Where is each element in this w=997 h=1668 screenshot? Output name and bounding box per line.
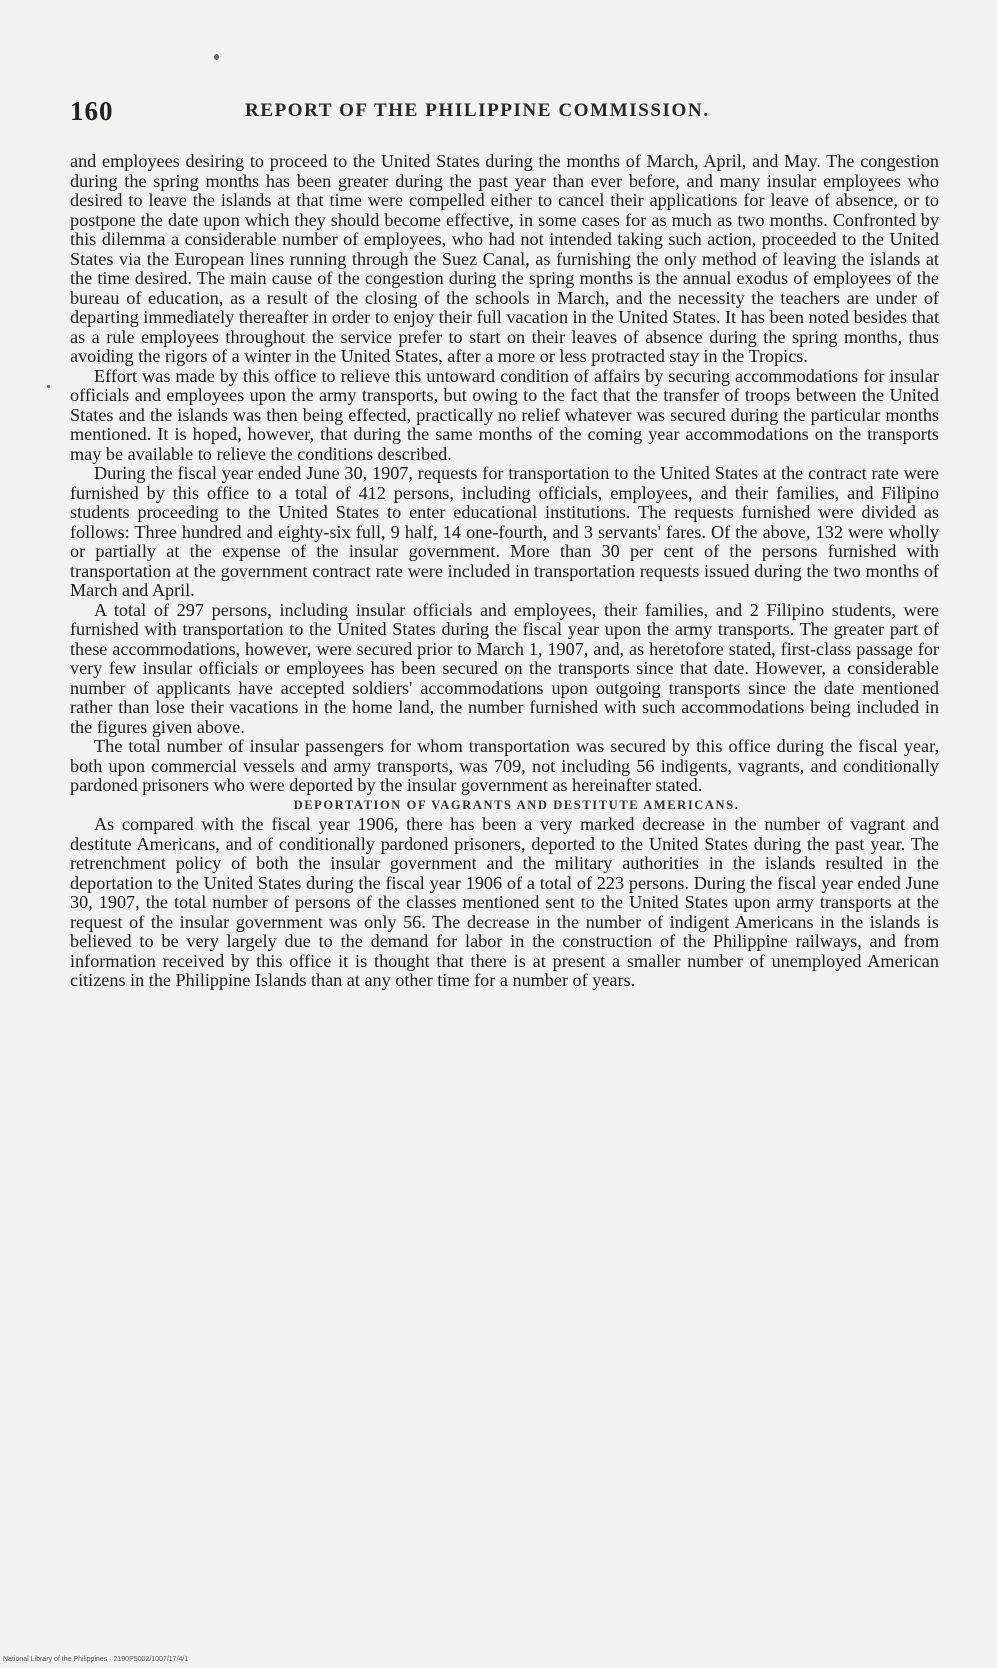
paper-speck — [47, 385, 50, 388]
page-header — [70, 96, 930, 128]
running-head: REPORT OF THE PHILIPPINE COMMISSION. — [245, 100, 710, 121]
paragraph: and employees desiring to proceed to the United States during the months of March, April, and May. The congestion during the spring months has been greater during the past year than ever before, and many insular employees who desired to leave the islands at that time were compelled either to cancel their applications for leave of absence, or to postpone the date upon which they should become effective, in some cases for as much as two months. Confronted by this dilemma a considerable number of employees, who had not intended taking such action, proceeded to the United States via the European lines running through the Suez Canal, as furnishing the only method of leaving the islands at the time desired. The main cause of the congestion during the spring months is the annual exodus of employees of the bureau of education, as a result of the closing of the schools in March, and the necessity the teachers are under of departing immediately thereafter in order to enjoy their full vacation in the United States. It has been noted besides that as a rule employees throughout the service prefer to start on their leaves of absence during the spring months, thus avoiding the rigors of a winter in the United States, after a more or less protracted stay in the Tropics. — [70, 151, 939, 366]
section-heading: DEPORTATION OF VAGRANTS AND DESTITUTE AMERICANS. — [293, 797, 740, 812]
paragraph: As compared with the fiscal year 1906, there has been a very marked decrease in the number of vagrant and destitute Americans, and of conditionally pardoned prisoners, deported to the United States during the past year. The retrenchment policy of both the insular government and the military authorities in the islands resulted in the deportation to the United States during the fiscal year 1906 of a total of 223 persons. During the fiscal year ended June 30, 1907, the total number of persons of the classes mentioned sent to the United States upon army transports at the request of the insular government was only 56. The decrease in the number of indigent Americans in the islands is believed to be very largely due to the demand for labor in the construction of the Philippine railways, and from information received by this office it is thought that there is at present a smaller number of unemployed American citizens in the Philippine Islands than at any other time for a number of years. — [70, 814, 939, 990]
body-text — [70, 152, 939, 991]
paragraph: The total number of insular passengers for whom transportation was secured by this office during the fiscal year, both upon commercial vessels and army transports, was 709, not including 56 indigents, vagrants, and conditionally pardoned prisoners who were deported by the insular government as hereinafter stated. — [70, 736, 939, 795]
paper-speck — [214, 54, 219, 60]
library-stamp: National Library of the Philippines · 2190P5002/1007/17/4/1 — [3, 1656, 189, 1663]
paragraph: During the fiscal year ended June 30, 1907, requests for transportation to the United States at the contract rate were furnished by this office to a total of 412 persons, including officials, employees, and their families, and Filipino students proceeding to the United States to enter educational institutions. The requests furnished were divided as follows: Three hundred and eighty-six full, 9 half, 14 one-fourth, and 3 servants' fares. Of the above, 132 were wholly or partially at the expense of the insular government. More than 30 per cent of the persons furnished with transportation at the government contract rate were included in transportation requests issued during the two months of March and April. — [70, 463, 939, 600]
paragraph: Effort was made by this office to relieve this untoward condition of affairs by securing accommodations for insular officials and employees upon the army transports, but owing to the fact that the transfer of troops between the United States and the islands was then being effected, practically no relief whatever was secured during the particular months mentioned. It is hoped, however, that during the same months of the coming year accommodations on the transports may be available to relieve the conditions described. — [70, 365, 939, 464]
page-number: 160 — [70, 96, 114, 126]
paragraph: A total of 297 persons, including insular officials and employees, their families, and 2 Filipino students, were furnished with transportation to the United States during the fiscal year upon the army transports. The greater part of these accommodations, however, were secured prior to March 1, 1907, and, as heretofore stated, first-class passage for very few insular officials or employees has been secured on the transports since that date. However, a considerable number of applicants have accepted soldiers' accommodations upon outgoing transports since the date mentioned rather than lose their vacations in the home land, the number furnished with such accommodations being included in the figures given above. — [70, 599, 939, 737]
